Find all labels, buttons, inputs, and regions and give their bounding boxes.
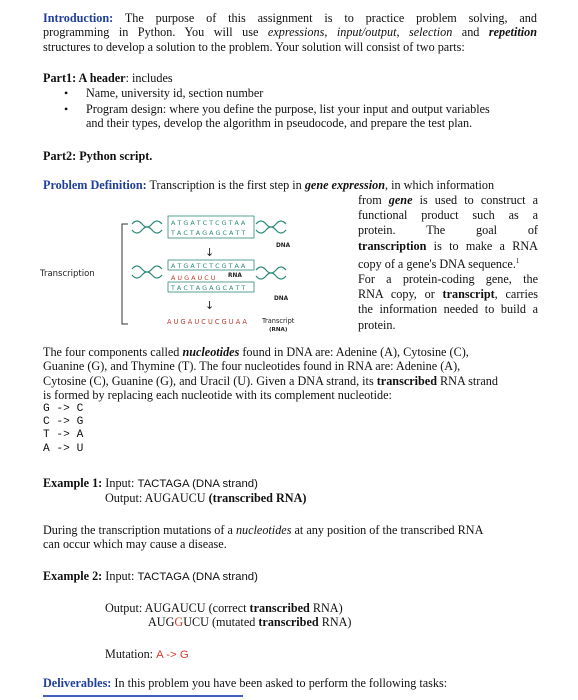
svg-text:A T G A T C T C G T A A: A T G A T C T C G T A A [171,262,246,270]
transcript-sub-label: (RNA) [269,327,288,333]
example2-input: Example 2: Input: TACTAGA (DNA strand) [43,569,258,583]
part1-bullet-2: Program design: where you define the purpose, list your input and output variables and their types, develop the algorithm in pseudocode, and prepare the test plan. [86,102,490,131]
bottom-divider [43,695,243,697]
part1-bullet-1: Name, university id, section number [86,86,264,100]
example2-output: Output: AUGAUCU (correct transcribed RNA) [105,601,343,615]
dna-strand-2 [132,260,289,302]
svg-text:T A C T A G A G C A T T: T A C T A G A G C A T T [171,284,246,292]
arrow-down-icon: ↓ [205,246,215,259]
mapping-t-a: T -> A [43,429,84,442]
mapping-c-g: C -> G [43,416,84,429]
part1-heading: Part1: A header: includes [43,71,173,85]
intro-line-3: structures to develop a solution to the problem. Your solution will consist of two parts: [43,39,465,54]
complement-mappings [43,403,83,456]
part2-heading: Part2: Python script. [43,149,153,163]
svg-text:A T G A T C T C G T A A: A T G A T C T C G T A A [171,219,246,227]
intro-paragraph [43,11,537,54]
bullet-dot-1: • [64,86,69,100]
example2-mutation: Mutation: A -> G [105,647,189,661]
diagram-side-label: Transcription [40,269,95,279]
intro-line-2: programming in Python. You will use expressions, input/output, selection and repetition [43,25,537,40]
deliverables-line: Deliverables: In this problem you have been asked to perform the following tasks: [43,676,448,690]
problem-right-column: from gene is used to construct a functional product such as a protein. The goal of transcription is to make a RNA copy of a gene's DNA sequence.$^1$ For a protein-coding gene, the RNA copy, or transcript, carries the information needed to build a protein. [358,193,538,332]
dna-strand-1 [132,216,291,249]
example1-input: Example 1: Input: TACTAGA (DNA strand) [43,476,258,490]
example2-mutated-output: AUGGUCU (mutated transcribed RNA) [148,615,352,629]
arrow-down-icon-2: ↓ [205,299,215,312]
svg-text:DNA: DNA [274,296,289,302]
mutation-paragraph: During the transcription mutations of a nucleotides at any position of the transcribed RNA can occur which may cause a disease. [43,523,484,552]
transcript-sequence: A U G A U C U C G U A A [167,318,247,326]
diagram-bracket [122,224,128,324]
transcription-diagram [40,210,352,340]
nucleotides-paragraph: The four components called nucleotides found in DNA are: Adenine (A), Cytosine (C), Guanine (G), and Thymine (T). The four nucleotides found in RNA are: Adenine (A), Cytosine (C), Guanine (G), and Uracil (U). Given a DNA strand, its transcribed RNA strand is formed by replacing each nucleotide with its complement nucleotide: [43,345,498,403]
example1-output: Output: AUGAUCU (transcribed RNA) [105,491,307,505]
svg-text:DNA: DNA [276,243,291,249]
intro-line-1: Introduction: The purpose of this assignment is to practice problem solving, and [43,11,537,25]
problem-first-line: Problem Definition: Transcription is the first step in gene expression, in which information [43,178,495,192]
problem-heading: Problem Definition: [43,178,147,192]
svg-text:A U G A U C U: A U G A U C U [171,274,216,282]
transcript-label: Transcript [262,317,295,325]
svg-text:T A C T A G A G C A T T: T A C T A G A G C A T T [171,229,246,237]
deliverables-heading: Deliverables: [43,676,112,690]
mapping-a-u: A -> U [43,442,84,455]
mapping-g-c: G -> C [43,403,84,415]
bullet-dot-2: • [64,102,69,116]
intro-heading: Introduction: [43,11,114,25]
svg-text:RNA: RNA [228,273,242,279]
